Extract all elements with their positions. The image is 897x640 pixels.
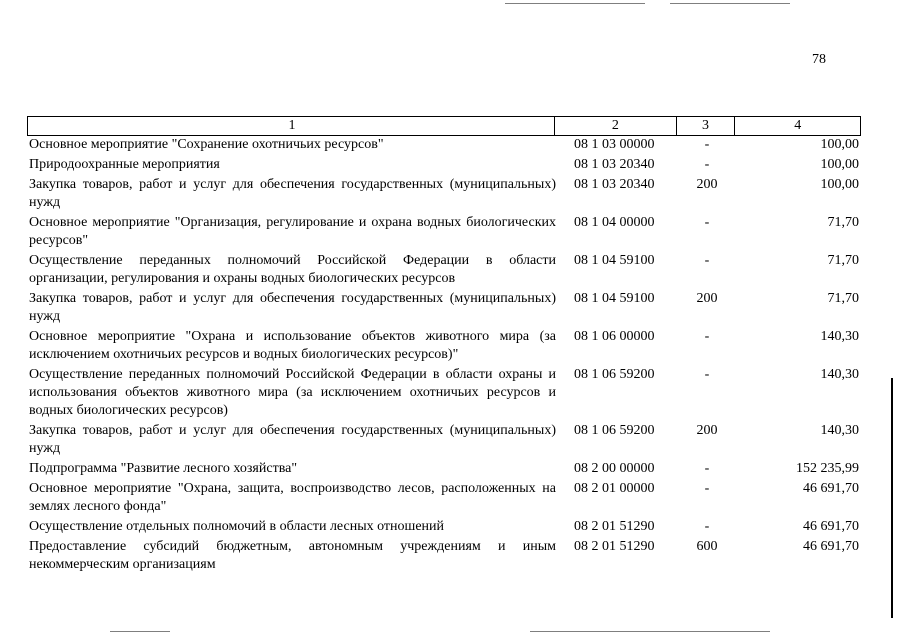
row-amount: 100,00: [820, 137, 859, 152]
row-name: Закупка товаров, работ и услуг для обеспечения государственных (муниципальных) нужд: [29, 291, 556, 324]
scan-edge-line: [891, 378, 893, 618]
row-name: Предоставление субсидий бюджетным, автономным учреждениям и иным некоммерческим организациям: [29, 539, 556, 572]
table-row: [27, 480, 861, 518]
row-type: -: [704, 461, 710, 476]
row-type: -: [704, 519, 710, 534]
row-code: 08 2 01 00000: [574, 481, 655, 496]
header-col-1: 1: [28, 117, 555, 135]
table-row: [27, 252, 861, 290]
row-name: Закупка товаров, работ и услуг для обеспечения государственных (муниципальных) нужд: [29, 423, 556, 456]
row-name: Подпрограмма "Развитие лесного хозяйства": [29, 461, 298, 476]
row-amount: 100,00: [820, 157, 859, 172]
header-col-2: 2: [555, 117, 677, 135]
budget-table: [27, 116, 861, 576]
row-amount: 71,70: [827, 215, 859, 230]
row-type: -: [704, 157, 710, 172]
row-name: Основное мероприятие "Охрана и использование объектов животного мира (за исключением охотничьих ресурсов и водных биологических ресурсов)": [29, 329, 556, 362]
scan-top-line: [505, 3, 645, 4]
row-code: 08 1 03 00000: [574, 137, 655, 152]
row-type: -: [704, 367, 710, 382]
row-amount: 140,30: [820, 423, 859, 438]
table-row: [27, 518, 861, 538]
row-type: -: [704, 481, 710, 496]
row-name: Основное мероприятие "Охрана, защита, воспроизводство лесов, расположенных на землях лесного фонда": [29, 481, 556, 514]
row-name: Осуществление отдельных полномочий в области лесных отношений: [29, 519, 445, 534]
table-row: [27, 176, 861, 214]
header-col-3: 3: [677, 117, 736, 135]
row-code: 08 1 04 59100: [574, 291, 655, 306]
row-type: 200: [696, 177, 718, 192]
row-code: 08 2 01 51290: [574, 539, 655, 554]
table-row: [27, 422, 861, 460]
row-amount: 71,70: [827, 291, 859, 306]
row-type: -: [704, 137, 710, 152]
scan-bottom-line: [110, 631, 170, 632]
row-name: Осуществление переданных полномочий Российской Федерации в области охраны и использования объектов животного мира (за исключением охотничьих ресурсов и водных биологических ресурсов): [29, 367, 556, 418]
table-row: [27, 214, 861, 252]
table-row: [27, 136, 861, 156]
row-amount: 152 235,99: [796, 461, 859, 476]
table-row: [27, 290, 861, 328]
row-code: 08 1 06 59200: [574, 423, 655, 438]
page-number: 78: [812, 52, 826, 67]
table-header: [27, 116, 861, 136]
scan-bottom-line: [530, 631, 770, 632]
row-type: 200: [696, 423, 718, 438]
table-body: [27, 136, 861, 576]
row-type: 600: [696, 539, 718, 554]
row-amount: 71,70: [827, 253, 859, 268]
row-code: 08 1 06 00000: [574, 329, 655, 344]
row-amount: 46 691,70: [803, 519, 859, 534]
row-code: 08 2 01 51290: [574, 519, 655, 534]
row-code: 08 2 00 00000: [574, 461, 655, 476]
row-code: 08 1 04 00000: [574, 215, 655, 230]
row-name: Природоохранные мероприятия: [29, 157, 220, 172]
row-name: Закупка товаров, работ и услуг для обеспечения государственных (муниципальных) нужд: [29, 177, 556, 210]
row-amount: 46 691,70: [803, 481, 859, 496]
scan-top-line: [670, 3, 790, 4]
table-row: [27, 538, 861, 576]
row-amount: 140,30: [820, 329, 859, 344]
row-amount: 46 691,70: [803, 539, 859, 554]
row-name: Основное мероприятие "Сохранение охотничьих ресурсов": [29, 137, 384, 152]
table-row: [27, 328, 861, 366]
row-amount: 140,30: [820, 367, 859, 382]
table-row: [27, 460, 861, 480]
row-type: 200: [696, 291, 718, 306]
row-code: 08 1 03 20340: [574, 177, 655, 192]
row-code: 08 1 03 20340: [574, 157, 655, 172]
row-name: Осуществление переданных полномочий Российской Федерации в области организации, регулирования и охраны водных биологических ресурсов: [29, 253, 556, 286]
row-type: -: [704, 253, 710, 268]
row-amount: 100,00: [820, 177, 859, 192]
table-row: [27, 156, 861, 176]
row-code: 08 1 04 59100: [574, 253, 655, 268]
header-col-4: 4: [794, 118, 802, 133]
row-type: -: [704, 329, 710, 344]
table-row: [27, 366, 861, 422]
row-code: 08 1 06 59200: [574, 367, 655, 382]
row-type: -: [704, 215, 710, 230]
row-name: Основное мероприятие "Организация, регулирование и охрана водных биологических ресурсов": [29, 215, 556, 248]
